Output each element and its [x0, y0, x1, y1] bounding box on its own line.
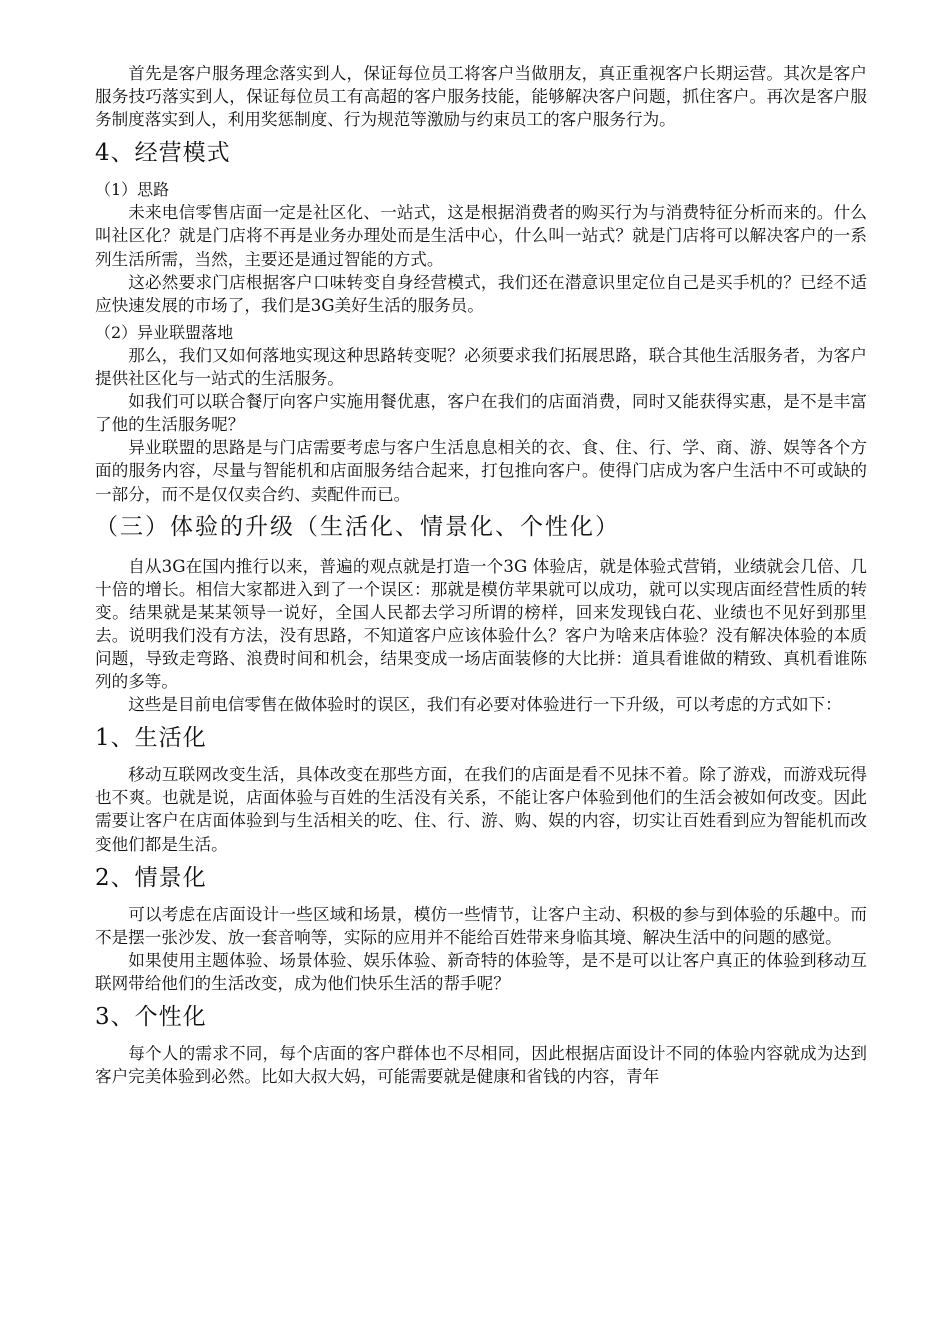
heading-business-model: 4、经营模式: [95, 140, 231, 167]
paragraph-scenario-themes: 如果使用主题体验、场景体验、娱乐体验、新奇特的体验等，是不是可以让客户真正的体验到移动互联网带给他们的生活改变，成为他们快乐生活的帮手呢？: [95, 950, 867, 993]
document-page: [95, 62, 867, 1088]
paragraph-alliance-idea: 异业联盟的思路是与门店需要考虑与客户生活息息相关的衣、食、住、行、学、商、游、娱等各个方面的服务内容，尽量与智能机和店面服务结合起来，打包推向客户。使得门店成为客户生活中不可或缺的一部分，而不是仅仅卖合约、卖配件而已。: [95, 438, 867, 504]
paragraph-community-onestop: 未来电信零售店面一定是社区化、一站式，这是根据消费者的购买行为与消费特征分析而来的。什么叫社区化？就是门店将不再是业务办理处而是生活中心，什么叫一站式？就是门店将可以解决客户的一系列生活所需，当然，主要还是通过智能的方式。: [95, 203, 867, 269]
heading-scenario: 2、情景化: [95, 864, 207, 891]
paragraph-scenario: 可以考虑在店面设计一些区域和场景，模仿一些情节，让客户主动、积极的参与到体验的乐趣中。而不是摆一张沙发、放一套音响等，实际的应用并不能给百姓带来身临其境、解决生活中的问题的感觉。: [95, 904, 867, 947]
subheading-alliance: （2）异业联盟落地: [95, 322, 234, 342]
paragraph-lifestyle: 移动互联网改变生活，具体改变在那些方面，在我们的店面是看不见抹不着。除了游戏，而游戏玩得也不爽。也就是说，店面体验与百姓的生活没有关系，不能让客户体验到他们的生活会被如何改变。因此需要让客户在店面体验到与生活相关的吃、住、行、游、购、娱的内容，切实让百姓看到应为智能机而改变他们都是生活。: [95, 765, 867, 854]
paragraph-3g-misconception: 自从3G在国内推行以来，普遍的观点就是打造一个3G 体验店，就是体验式营销，业绩就会几倍、几十倍的增长。相信大家都进入到了一个误区：那就是模仿苹果就可以成功，就可以实现店面经营性质的转变。结果就是某某领导一说好，全国人民都去学习所谓的榜样，回来发现钱白花、业绩也不见好到那里去。说明我们没有方法，没有思路，不知道客户应该体验什么？客户为啥来店体验？没有解决体验的本质问题，导致走弯路、浪费时间和机会，结果变成一场店面装修的大比拼：道具看谁做的精致、真机看谁陈列的多等。: [95, 556, 867, 692]
paragraph-alliance-restaurant: 如我们可以联合餐厅向客户实施用餐优惠，客户在我们的店面消费，同时又能获得实惠，是不是丰富了他的生活服务呢？: [95, 392, 867, 435]
paragraph-personalization: 每个人的需求不同，每个店面的客户群体也不尽相同，因此根据店面设计不同的体验内容就成为达到客户完美体验到必然。比如大叔大妈，可能需要就是健康和省钱的内容，青年: [95, 1044, 867, 1087]
heading-personalization: 3、个性化: [95, 1004, 207, 1030]
paragraph-service-implementation: 首先是客户服务理念落实到人，保证每位员工将客户当做朋友，真正重视客户长期运营。其次是客户服务技巧落实到人，保证每位员工有高超的客户服务技能，能够解决客户问题，抓住客户。再次是客户服务制度落实到人，利用奖惩制度、行为规范等激励与约束员工的客户服务行为。: [95, 64, 867, 130]
paragraph-transform-model: 这必然要求门店根据客户口味转变自身经营模式，我们还在潜意识里定位自己是买手机的？已经不适应快速发展的市场了，我们是3G美好生活的服务员。: [95, 272, 867, 315]
subheading-approach: （1）思路: [95, 180, 170, 200]
paragraph-upgrade-ways: 这些是目前电信零售在做体验时的误区，我们有必要对体验进行一下升级，可以考虑的方式如下：: [128, 695, 842, 715]
paragraph-alliance-how: 那么，我们又如何落地实现这种思路转变呢？必须要求我们拓展思路，联合其他生活服务者，为客户提供社区化与一站式的生活服务。: [95, 345, 867, 389]
heading-experience-upgrade: （三）体验的升级（生活化、情景化、个性化）: [95, 513, 620, 540]
heading-lifestyle: 1、生活化: [95, 725, 207, 752]
